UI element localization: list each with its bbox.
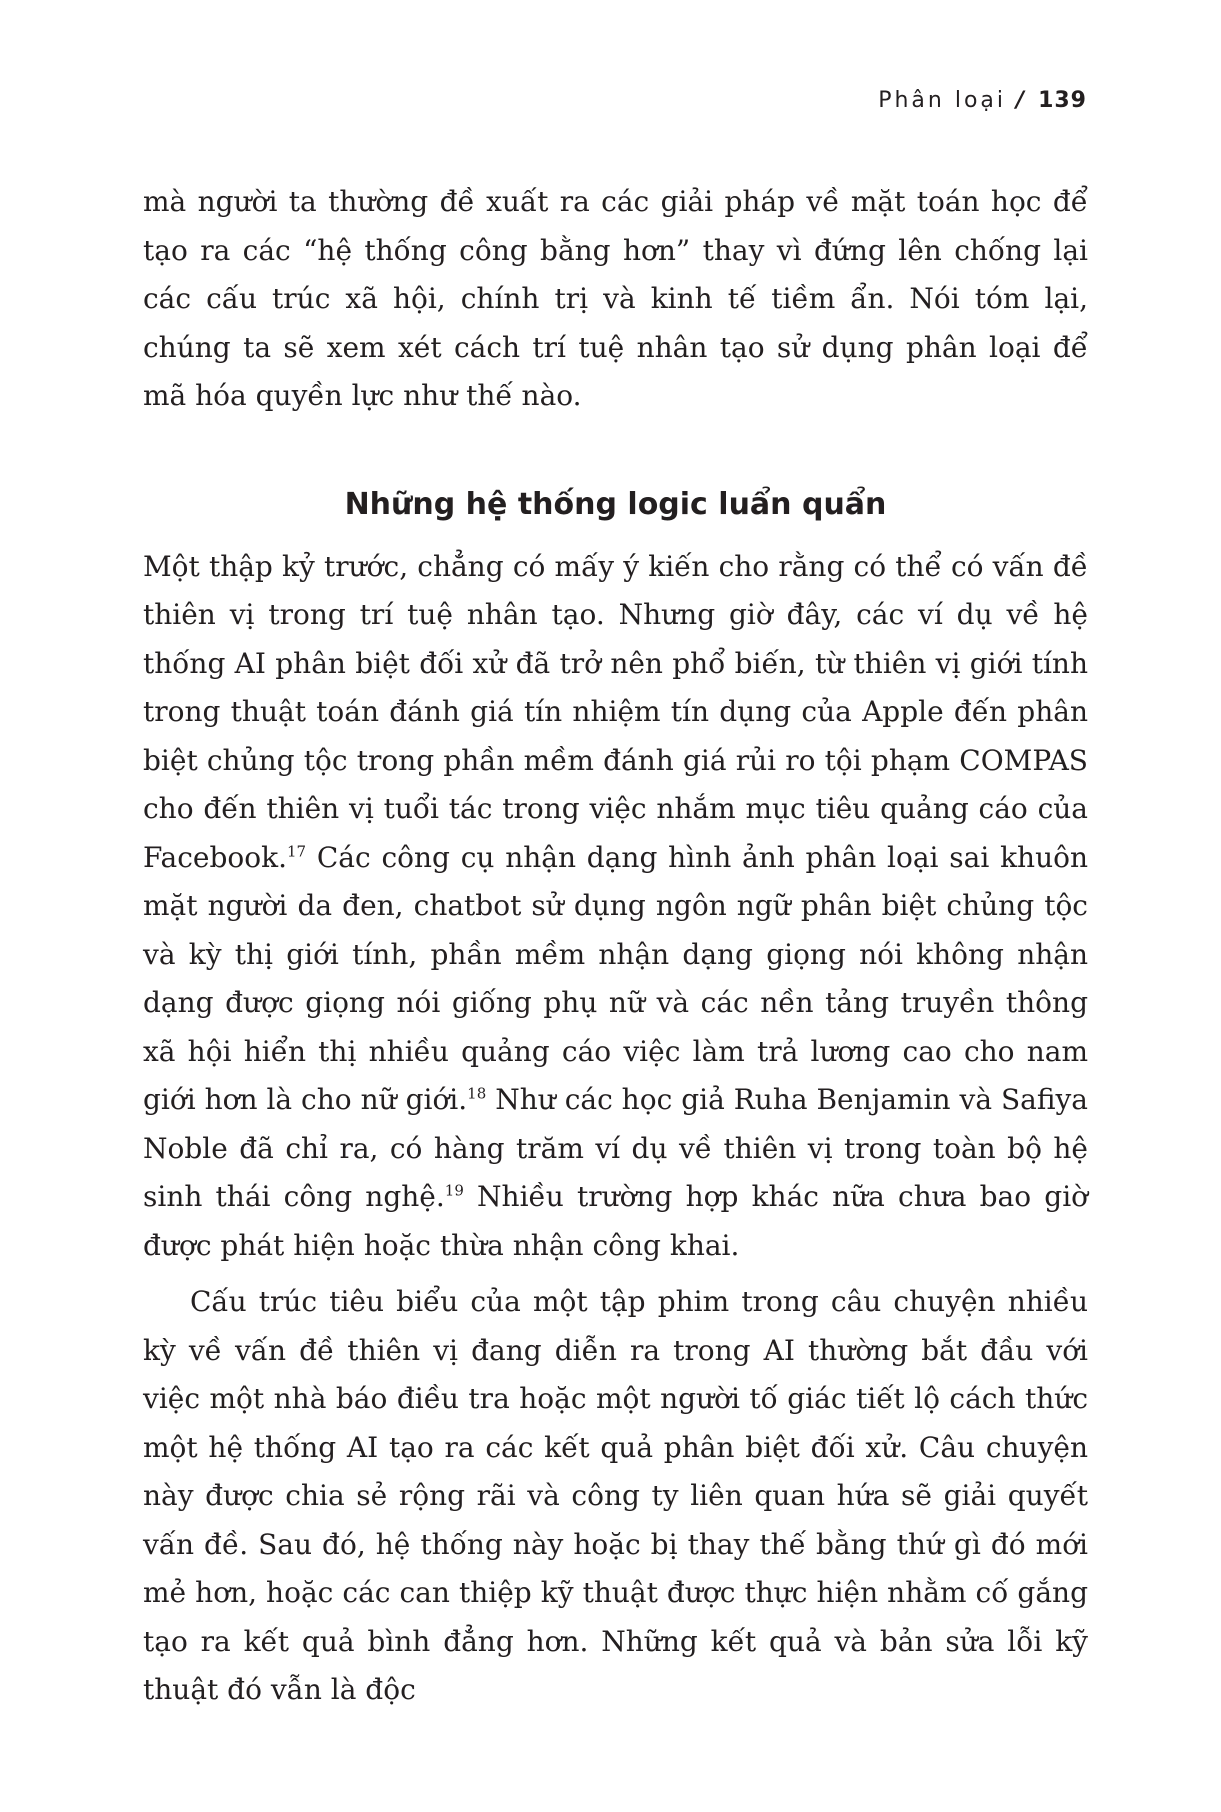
section-paragraph-1 [143, 543, 1088, 1271]
footnote-ref-19[interactable]: 19 [444, 1181, 464, 1200]
section-paragraph-2: Cấu trúc tiêu biểu của một tập phim trong câu chuyện nhiều kỳ về vấn đề thiên vị đang diễn ra trong AI thường bắt đầu với việc một nhà báo điều tra hoặc một người tố giác tiết lộ cách thức một hệ thống AI tạo ra các kết quả phân biệt đối xử. Câu chuyện này được chia sẻ rộng rãi và công ty liên quan hứa sẽ giải quyết vấn đề. Sau đó, hệ thống này hoặc bị thay thế bằng thứ gì đó mới mẻ hơn, hoặc các can thiệp kỹ thuật được thực hiện nhằm cố gắng tạo ra kết quả bình đẳng hơn. Những kết quả và bản sửa lỗi kỹ thuật đó vẫn là độc [143, 1285, 1088, 1706]
paragraph-text: Một thập kỷ trước, chẳng có mấy ý kiến cho rằng có thể có vấn đề thiên vị trong trí tuệ nhân tạo. Nhưng giờ đây, các ví dụ về hệ thống AI phân biệt đối xử đã trở nên phổ biến, từ thiên vị giới tính trong thuật toán đánh giá tín nhiệm tín dụng của Apple đến phân biệt chủng tộc trong phần mềm đánh giá rủi ro tội phạm COMPAS cho đến thiên vị tuổi tác trong việc nhắm mục tiêu quảng cáo của Facebook. [143, 549, 1088, 874]
header-separator: / [1016, 88, 1025, 113]
page-body [143, 178, 1088, 1715]
paragraph-text: Nhiều trường hợp khác nữa chưa bao giờ được phát hiện hoặc thừa nhận công khai. [143, 1180, 1089, 1262]
paragraph-text: Như các học giả Ruha Benjamin và Safiya Noble đã chỉ ra, có hàng trăm ví dụ về thiên vị trong toàn bộ hệ sinh thái công nghệ. [143, 1083, 1089, 1213]
footnote-ref-18[interactable]: 18 [467, 1084, 487, 1103]
page-number: 139 [1038, 88, 1087, 113]
footnote-ref-17[interactable]: 17 [286, 842, 307, 861]
section-heading: Những hệ thống logic luẩn quẩn [344, 486, 887, 522]
paragraph-text: Các công cụ nhận dạng hình ảnh phân loại sai khuôn mặt người da đen, chatbot sử dụng ngôn ngữ phân biệt chủng tộc và kỳ thị giới tính, phần mềm nhận dạng giọng nói không nhận dạng được giọng nói giống phụ nữ và các nền tảng truyền thông xã hội hiển thị nhiều quảng cáo việc làm trả lương cao cho nam giới hơn là cho nữ giới. [143, 840, 1088, 1116]
running-header [878, 88, 1087, 113]
intro-paragraph: mà người ta thường đề xuất ra các giải pháp về mặt toán học để tạo ra các “hệ thống công bằng hơn” thay vì đứng lên chống lại các cấu trúc xã hội, chính trị và kinh tế tiềm ẩn. Nói tóm lại, chúng ta sẽ xem xét cách trí tuệ nhân tạo sử dụng phân loại để mã hóa quyền lực như thế nào. [143, 185, 1088, 412]
chapter-title: Phân loại [878, 88, 1007, 113]
